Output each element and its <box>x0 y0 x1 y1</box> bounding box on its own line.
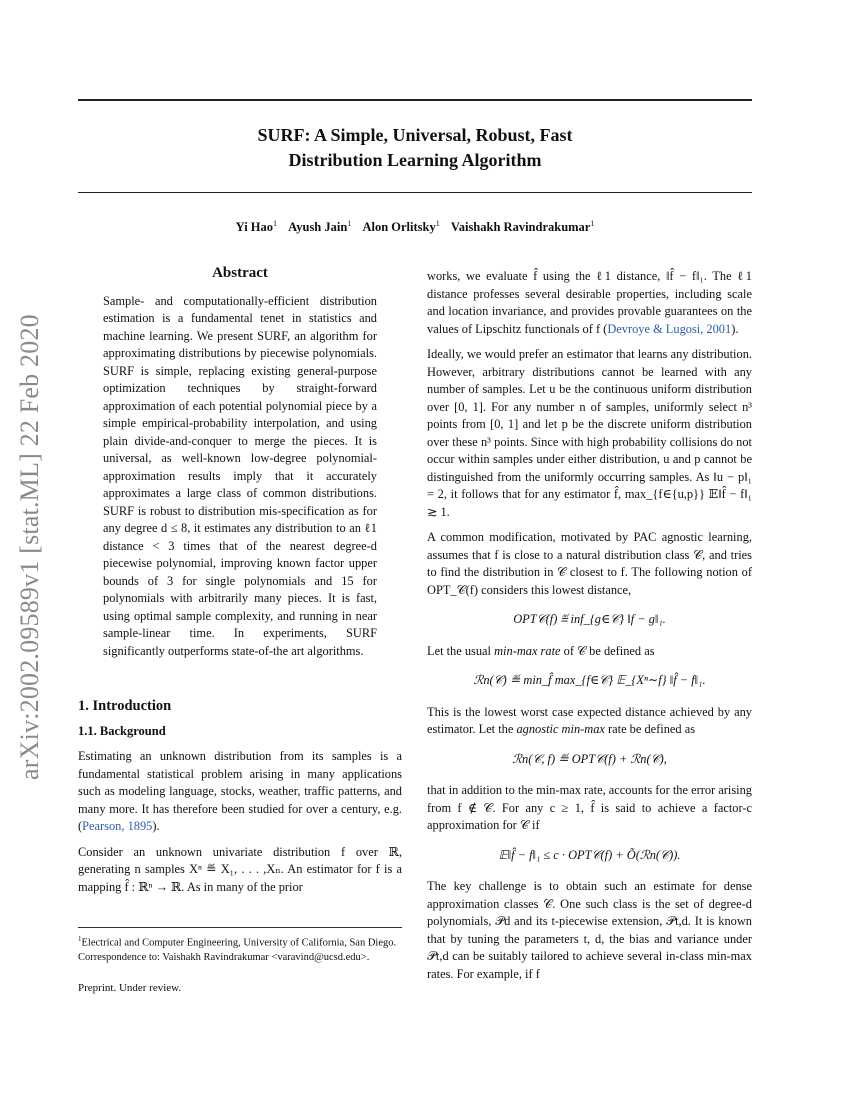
section-heading: 1. Introduction <box>78 698 172 714</box>
paragraph: The key challenge is to obtain such an estimate for dense approximation classes 𝒞. One such class is the set of degree-d polynomials, 𝒫d and its t-piecewise extension, 𝒫t,d. It is known that by tuning the parameters t, d, the bias and variance under 𝒫t,d can be suitably tailored to achieve several in-class min-max rates. For example, if f <box>427 879 752 981</box>
equation: OPT𝒞(f) ≝ inf_{g∈𝒞} ‖f − g‖₁. <box>513 612 666 626</box>
preprint-note: Preprint. Under review. <box>78 982 182 994</box>
title-line-2: Distribution Learning Algorithm <box>288 150 542 170</box>
abstract-heading: Abstract <box>212 265 268 281</box>
paragraph: works, we evaluate f̂ using the ℓ1 distance, ‖f̂ − f‖₁. The ℓ1 distance professes several desirable properties, including scale and location invariance, and provides provable guarantees on the values of Lipschitz functionals of f (Devroye & Lugosi, 2001). <box>427 269 752 336</box>
left-column <box>78 265 402 904</box>
top-rule <box>78 99 752 101</box>
author: Alon Orlitsky$^1$ <box>362 219 440 235</box>
paragraph: Estimating an unknown distribution from its samples is a fundamental statistical problem arising in many applications such as modeling language, stocks, weather, traffic patterns, and many more. It has therefore been studied for over a century, e.g. (Pearson, 1895). <box>78 749 402 833</box>
equation: ℛn(𝒞) ≝ min_f̂ max_{f∈𝒞} 𝔼_{Xⁿ∼f} ‖f̂ − f‖₁. <box>473 673 706 687</box>
footnote: $^1$Electrical and Computer Engineering, University of California, San Diego. Correspondence to: Vaishakh Ravindrakumar <varavind@ucsd.edu>. <box>78 927 402 965</box>
paragraph: that in addition to the min-max rate, accounts for the error arising from f ∉ 𝒞. For any c ≥ 1, f̂ is said to achieve a factor-c approximation for 𝒞 if <box>427 783 752 832</box>
title-line-1: SURF: A Simple, Universal, Robust, Fast <box>257 125 573 145</box>
paragraph: Consider an unknown univariate distribution f over ℝ, generating n samples Xⁿ ≝ X₁, . . . ,Xₙ. An estimator for f is a mapping f̂ : ℝⁿ → ℝ. As in many of the prior <box>78 844 402 894</box>
paragraph: Let the usual min-max rate of 𝒞 be defined as <box>427 643 655 658</box>
paragraph: This is the lowest worst case expected distance achieved by any estimator. Let the agnostic min-max rate be defined as <box>427 704 752 736</box>
paper-title <box>78 123 752 173</box>
abstract-text: Sample- and computationally-efficient distribution estimation is a fundamental tenet in statistics and machine learning. We present SURF, an algorithm for approximating distributions by piecewise polynomials. SURF is simple, replacing existing general-purpose optimization techniques by straight-forward approximation of each potential polynomial piece by a simple empirical-probability interpolation, and using plain divide-and-conquer to merge the pieces. It is universal, as well-known low-degree polynomial-approximation results imply that it accurately approximates a large class of common distributions. SURF is robust to distribution mis-specification as for any degree d ≤ 8, it estimates any distribution to an ℓ1 distance < 3 times that of the nearest degree-d piecewise polynomial, improving known factor upper bounds of 3 for single polynomials and 15 for polynomials with arbitrarily many pieces. It is fast, using optimal sample complexity, and running in near sample-linear time. In experiments, SURF significantly outperforms state-of-the art algorithms. <box>103 293 377 658</box>
paragraph: Ideally, we would prefer an estimator that learns any distribution. However, arbitrary distributions cannot be learned with any number of samples. Let u be the continuous uniform distribution over [0, 1]. For any number n of samples, uniformly select n³ points from [0, 1] and let p be the discrete uniform distribution over these n³ points. Since with high probability collisions do not occur within samples under either distribution, u and p cannot be distinguished from the uniformly occurring samples. As ‖u − p‖₁ = 2, it follows that for any estimator f̂, max_{f∈{u,p}} 𝔼‖f̂ − f‖₁ ≳ 1. <box>427 347 752 519</box>
arxiv-stamp: arXiv:2002.09589v1 [stat.ML] 22 Feb 2020 <box>15 314 44 780</box>
citation-link[interactable]: Devroye & Lugosi, 2001 <box>607 321 732 336</box>
equation: ℛn(𝒞, f) ≝ OPT𝒞(f) + ℛn(𝒞), <box>512 751 667 766</box>
author: Yi Hao$^1$ <box>235 219 278 235</box>
author: Ayush Jain$^1$ <box>288 219 352 235</box>
subsection-heading: 1.1. Background <box>78 723 166 738</box>
title-bottom-rule <box>78 192 752 193</box>
equation: 𝔼‖f̂ − f‖₁ ≤ c · OPT𝒞(f) + Õ(ℛn(𝒞)). <box>498 847 681 862</box>
paragraph: A common modification, motivated by PAC agnostic learning, assumes that f is close to a natural distribution class 𝒞, and tries to find the distribution in 𝒞 closest to f. The following notion of OPT_𝒞(f) considers this lowest distance, <box>427 530 752 597</box>
author-list <box>78 219 752 235</box>
right-column <box>427 268 752 991</box>
citation-link[interactable]: Pearson, 1895 <box>82 819 153 833</box>
author: Vaishakh Ravindrakumar$^1$ <box>450 219 595 235</box>
